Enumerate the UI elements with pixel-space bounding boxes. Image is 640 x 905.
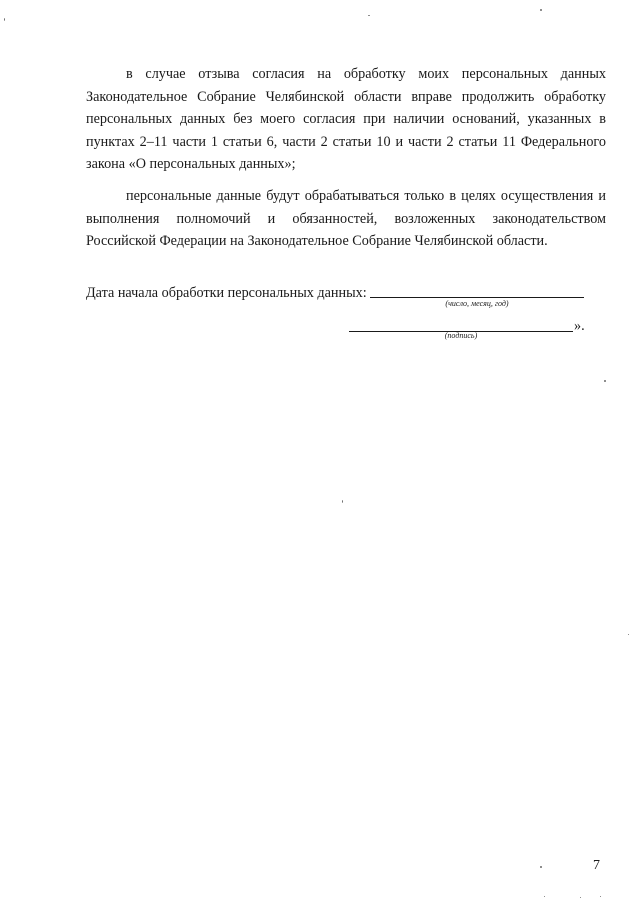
signature-hint: (подпись) (444, 331, 478, 340)
scan-speck (368, 15, 370, 16)
scan-speck (628, 634, 629, 635)
scan-speck (600, 896, 601, 897)
page-number: 7 (593, 858, 600, 873)
scan-speck (342, 500, 343, 503)
date-blank-line (370, 297, 584, 298)
paragraph-processing-purpose: персональные данные будут обрабатываться только в целях осуществления и выполнения полномочий и обязанностей, возложенных законодательством Российской Федерации на Законодательное Собрание Челябинской области. (86, 188, 606, 250)
scan-speck (580, 897, 581, 898)
paragraph-consent-withdrawal: в случае отзыва согласия на обработку моих персональных данных Законодательное Собрание Челябинской области вправе продолжить обработку персональных данных без моего согласия при наличии оснований, указанных в пунктах 2–11 части 1 статьи 6, части 2 статьи 10 и части 2 статьи 11 Федерального закона «О персональных данных»; (86, 66, 606, 173)
scan-speck (540, 866, 542, 868)
date-label: Дата начала обработки персональных данных: (86, 285, 367, 301)
date-hint: (число, месяц, год) (445, 299, 509, 308)
scan-speck (540, 9, 542, 11)
signature-closing-quote: ». (574, 318, 585, 334)
scan-speck (544, 896, 545, 897)
scan-speck (4, 18, 5, 21)
scan-speck (604, 380, 606, 382)
